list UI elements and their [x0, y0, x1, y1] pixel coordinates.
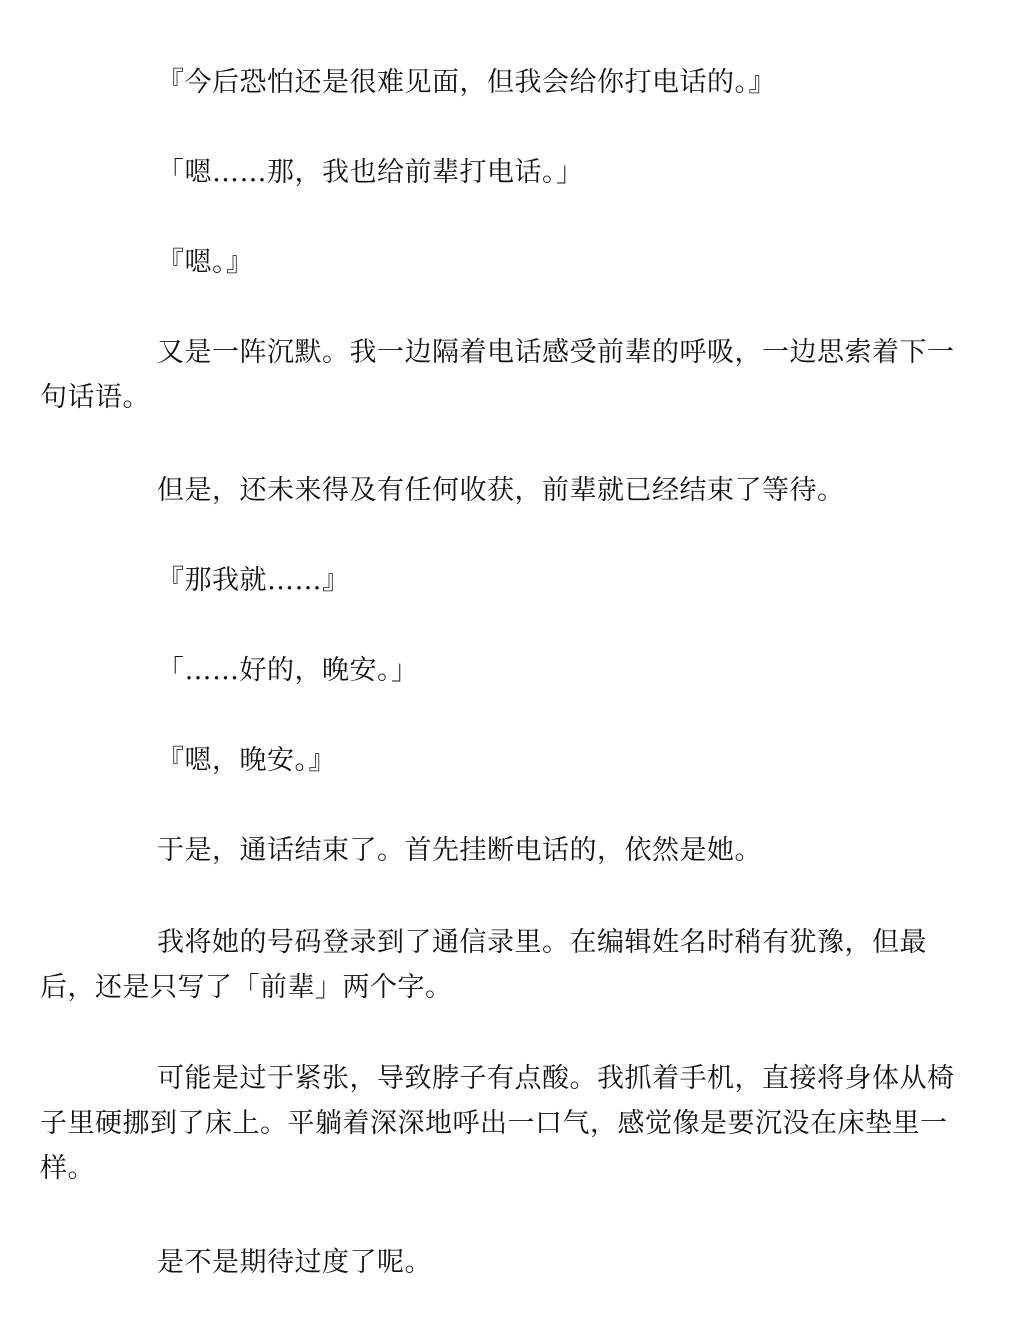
paragraph-11: 可能是过于紧张，导致脖子有点酸。我抓着手机，直接将身体从椅子里硬挪到了床上。平躺着深深地呼出一口气，感觉像是要沉没在床垫里一样。 — [40, 1063, 955, 1184]
paragraph-7: 「……好的，晚安。」 — [157, 655, 419, 686]
paragraph-6: 『那我就……』 — [157, 565, 350, 596]
paragraph-8: 『嗯，晚安。』 — [157, 745, 336, 776]
paragraph-1: 『今后恐怕还是很难见面，但我会给你打电话的。』 — [157, 67, 776, 98]
paragraph-4: 又是一阵沉默。我一边隔着电话感受前辈的呼吸，一边思索着下一句话语。 — [40, 337, 955, 413]
paragraph-12: 是不是期待过度了呢。 — [157, 1247, 432, 1278]
paragraph-5: 但是，还未来得及有任何收获，前辈就已经结束了等待。 — [157, 475, 845, 506]
paragraph-3: 『嗯。』 — [157, 247, 254, 278]
paragraph-2: 「嗯……那，我也给前辈打电话。」 — [157, 157, 584, 188]
paragraph-10: 我将她的号码登录到了通信录里。在编辑姓名时稍有犹豫，但最后，还是只写了「前辈」两个字。 — [40, 927, 927, 1003]
paragraph-9: 于是，通话结束了。首先挂断电话的，依然是她。 — [157, 835, 762, 866]
